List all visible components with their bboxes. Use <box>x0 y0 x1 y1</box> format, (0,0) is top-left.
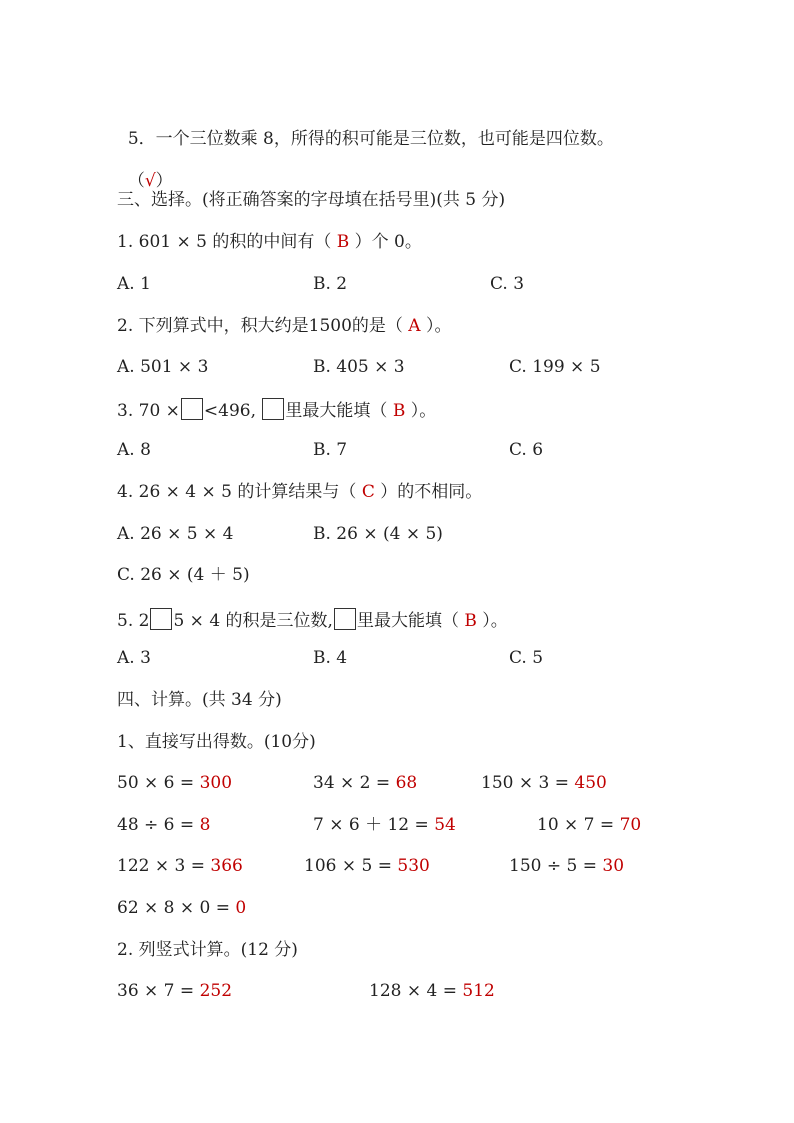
result: 8 <box>199 815 211 835</box>
answer-letter: B <box>464 611 477 631</box>
calc-item <box>304 855 430 877</box>
expression: 128 × 4 = <box>369 981 463 1001</box>
choice-question-3 <box>117 398 436 422</box>
result: 30 <box>602 856 625 876</box>
option-a: A. 501 × 3 <box>117 357 209 377</box>
expression: 150 × 3 = <box>481 773 575 793</box>
calc-item <box>537 814 641 836</box>
option-c: C. 26 × (4 ＋ 5) <box>117 565 250 585</box>
option-a: A. 8 <box>117 440 151 460</box>
option-b: B. 7 <box>313 440 348 460</box>
result: 68 <box>395 773 418 793</box>
option-c: C. 5 <box>509 648 544 668</box>
result: 0 <box>235 898 247 918</box>
expression: 122 × 3 = <box>117 856 211 876</box>
stem-before: 1. 601 × 5 的积的中间有（ <box>117 232 337 252</box>
expression: 106 × 5 = <box>304 856 398 876</box>
result: 366 <box>210 856 243 876</box>
answer-letter: B <box>392 401 406 421</box>
option-c: C. 199 × 5 <box>509 357 601 377</box>
calc-item <box>117 897 246 919</box>
calc-item <box>117 855 243 877</box>
answer-letter: B <box>336 232 350 252</box>
blank-box <box>181 398 203 420</box>
option-a: A. 26 × 5 × 4 <box>117 524 234 544</box>
paren-open: （ <box>127 171 145 191</box>
check-mark-answer: √ <box>144 171 156 191</box>
expression: 150 ÷ 5 = <box>509 856 603 876</box>
choice-question-5 <box>117 608 508 632</box>
calc-item <box>117 772 232 794</box>
result: 530 <box>397 856 430 876</box>
calc-item <box>509 855 624 877</box>
option-a: A. 1 <box>117 274 151 294</box>
expression: 48 ÷ 6 = <box>117 815 200 835</box>
stem-part1: 3. 70 × <box>117 401 180 421</box>
result: 512 <box>462 981 495 1001</box>
tf-question-5 <box>117 106 614 150</box>
question-text: 一个三位数乘 8，所得的积可能是三位数，也可能是四位数。 <box>155 129 614 149</box>
calc-item <box>117 814 210 836</box>
stem-after: ）的不相同。 <box>374 482 483 502</box>
expression: 36 × 7 = <box>117 981 200 1001</box>
vertical-calc-item <box>369 980 495 1002</box>
question-number: 5． <box>127 129 156 149</box>
blank-box <box>262 398 284 420</box>
expression: 62 × 8 × 0 = <box>117 898 236 918</box>
expression: 50 × 6 = <box>117 773 200 793</box>
stem-part3: 里最大能填（ <box>356 611 465 631</box>
option-a: A. 3 <box>117 648 151 668</box>
option-b: B. 2 <box>313 274 348 294</box>
choice-question-2 <box>117 315 451 337</box>
option-b: B. 405 × 3 <box>313 357 405 377</box>
blank-box <box>334 608 356 630</box>
calc-item <box>313 814 456 836</box>
stem-part1: 5. 2 <box>117 611 150 631</box>
option-c: C. 6 <box>509 440 544 460</box>
stem-after: ）。 <box>476 611 508 631</box>
stem-after: ）个 0。 <box>349 232 422 252</box>
vertical-calc-item <box>117 980 232 1002</box>
tf-answer-line <box>117 148 173 192</box>
result: 252 <box>199 981 233 1001</box>
paren-close: ） <box>155 171 173 191</box>
result: 54 <box>434 815 456 835</box>
calc-item <box>313 772 417 794</box>
stem-after: ）。 <box>420 316 452 336</box>
blank-box <box>150 608 172 630</box>
section3-title: 三、选择。(将正确答案的字母填在括号里)(共 5 分) <box>117 190 506 210</box>
expression: 34 × 2 = <box>313 773 396 793</box>
stem-before: 4. 26 × 4 × 5 的计算结果与（ <box>117 482 362 502</box>
part2-title: 2. 列竖式计算。(12 分) <box>117 940 298 960</box>
stem-part2: <496, <box>203 401 257 421</box>
calc-item <box>481 772 607 794</box>
stem-after: ）。 <box>405 401 437 421</box>
answer-letter: C <box>361 482 375 502</box>
result: 300 <box>199 773 233 793</box>
answer-letter: A <box>408 316 421 336</box>
result: 450 <box>574 773 607 793</box>
choice-question-4 <box>117 481 482 503</box>
option-b: B. 4 <box>313 648 348 668</box>
expression: 7 × 6 ＋ 12 = <box>313 815 435 835</box>
option-b: B. 26 × (4 × 5) <box>313 524 443 544</box>
option-c: C. 3 <box>490 274 525 294</box>
stem-before: 2. 下列算式中，积大约是1500的是（ <box>117 316 409 336</box>
expression: 10 × 7 = <box>537 815 620 835</box>
stem-part3: 里最大能填（ <box>285 401 393 421</box>
part1-title: 1、直接写出得数。(10分) <box>117 732 316 752</box>
result: 70 <box>619 815 642 835</box>
choice-question-1 <box>117 231 422 253</box>
stem-part2: 5 × 4 的积是三位数, <box>173 611 333 631</box>
section4-title: 四、计算。(共 34 分) <box>117 690 282 710</box>
